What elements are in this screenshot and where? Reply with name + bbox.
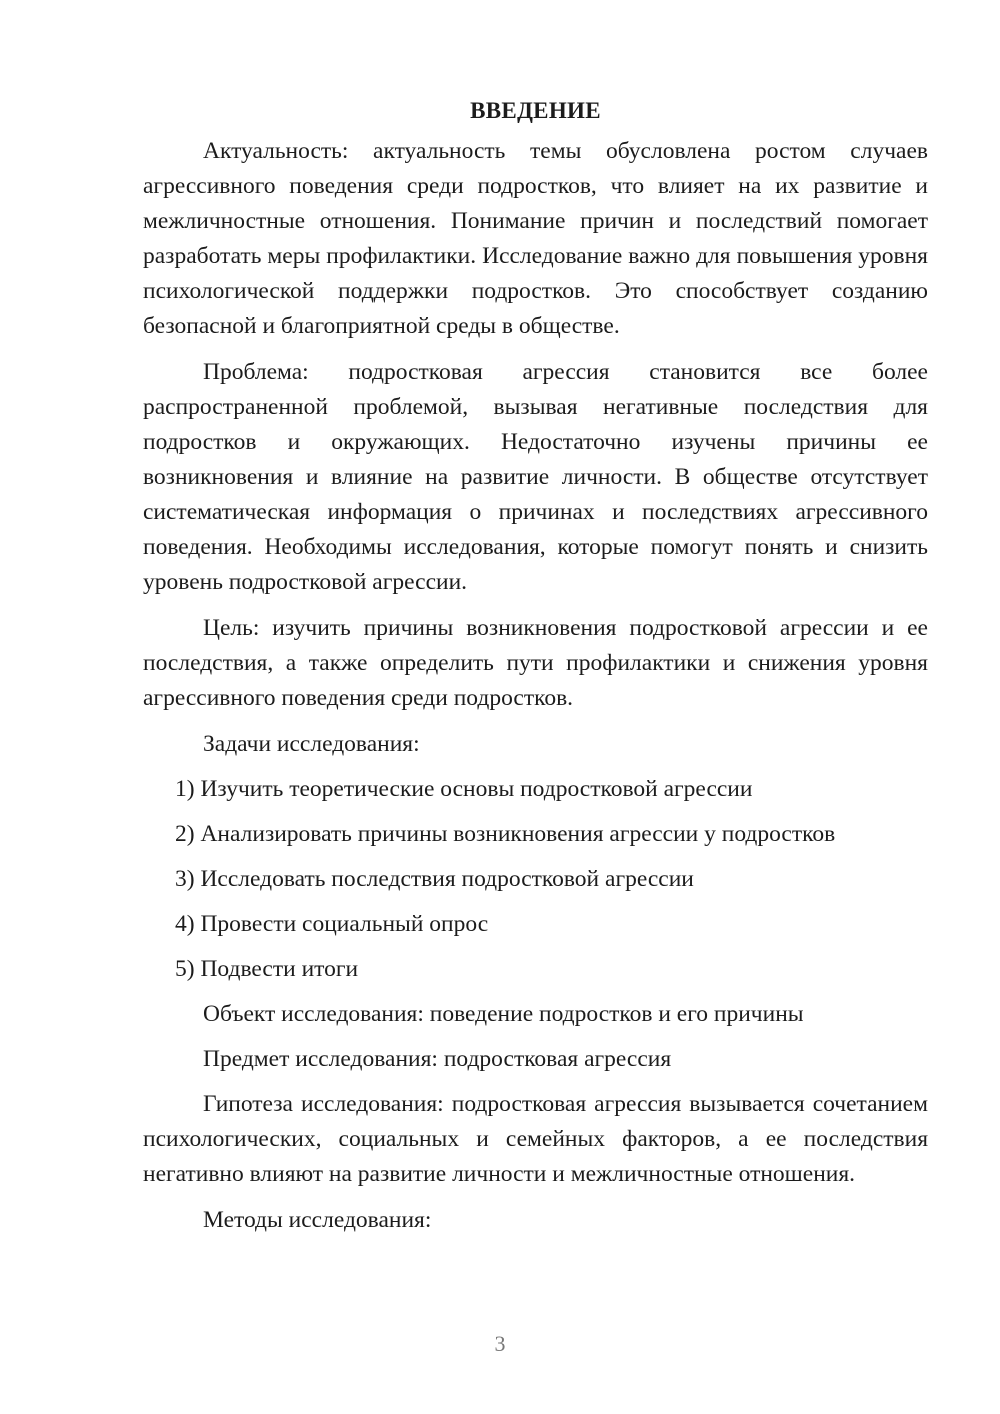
subject-line: Предмет исследования: подростковая агрессия (203, 1046, 672, 1072)
list-item: 1) Изучить теоретические основы подростковой агрессии (175, 776, 753, 802)
object-line: Объект исследования: поведение подростков и его причины (203, 1001, 804, 1027)
list-item: 5) Подвести итоги (175, 956, 359, 982)
problem-paragraph: Проблема: подростковая агрессия становится все более распространенной проблемой, вызывая негативные последствия для подростков и окружающих. Недостаточно изучены причины ее возникновения и влияние на развитие личности. В обществе отсутствует систематическая информация о причинах и последствиях агрессивного поведения. Необходимы исследования, которые помогут понять и снизить уровень подростковой агрессии. (143, 359, 928, 595)
tasks-heading: Задачи исследования: (203, 731, 420, 757)
methods-heading: Методы исследования: (203, 1207, 432, 1233)
relevance-paragraph: Актуальность: актуальность темы обусловлена ростом случаев агрессивного поведения среди подростков, что влияет на их развитие и межличностные отношения. Понимание причин и последствий помогает разработать меры профилактики. Исследование важно для повышения уровня психологической поддержки подростков. Это способствует созданию безопасной и благоприятной среды в обществе. (143, 138, 928, 339)
list-item: 4) Провести социальный опрос (175, 911, 489, 937)
tasks-list (143, 772, 928, 987)
list-item: 2) Анализировать причины возникновения агрессии у подростков (175, 821, 836, 847)
document-page (143, 93, 928, 1248)
page-title: ВВЕДЕНИЕ (470, 98, 601, 123)
hypothesis-paragraph: Гипотеза исследования: подростковая агрессия вызывается сочетанием психологических, социальных и семейных факторов, а ее последствия негативно влияют на развитие личности и межличностные отношения. (143, 1091, 928, 1187)
goal-paragraph: Цель: изучить причины возникновения подростковой агрессии и ее последствия, а также определить пути профилактики и снижения уровня агрессивного поведения среди подростков. (143, 615, 928, 711)
list-item: 3) Исследовать последствия подростковой агрессии (175, 866, 694, 892)
page-number: 3 (494, 1331, 506, 1356)
